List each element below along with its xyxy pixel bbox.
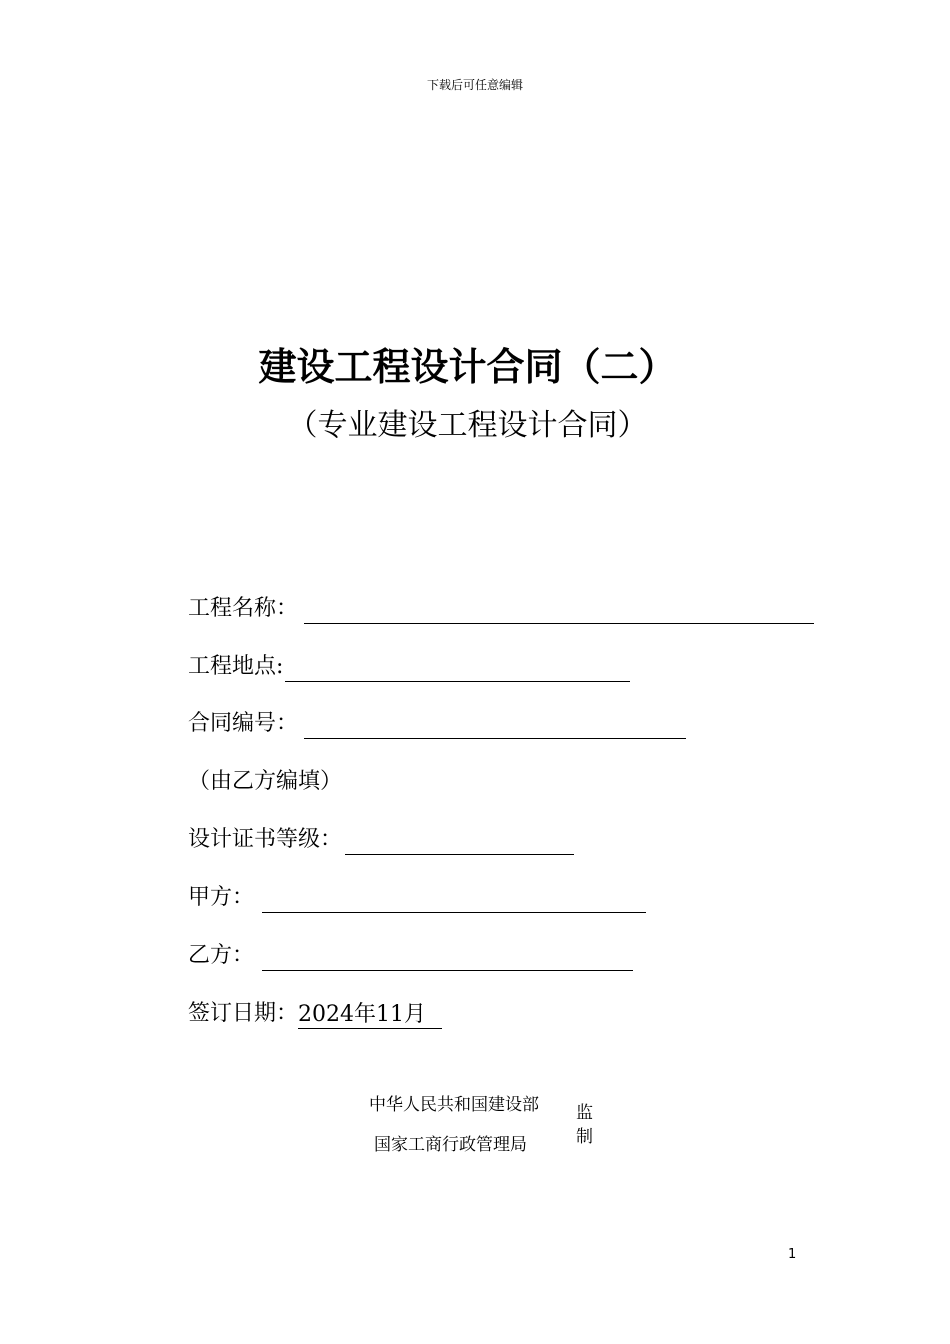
party-b-row (188, 937, 633, 971)
supervise-char-2: 制 (576, 1127, 593, 1147)
header-note: 下载后可任意编辑 (426, 78, 523, 92)
party-a-blank[interactable] (262, 886, 646, 913)
filled-by-note: （由乙方编填） (188, 769, 343, 794)
project-name-row (188, 590, 814, 624)
project-name-blank[interactable] (304, 597, 814, 624)
certificate-grade-row (188, 821, 574, 855)
contract-no-row (188, 705, 686, 739)
party-b-label: 乙方： (188, 943, 255, 968)
contract-no-blank[interactable] (304, 712, 686, 739)
project-location-row (188, 648, 630, 682)
page-number: 1 (788, 1247, 797, 1262)
sign-date-label: 签订日期： (188, 1001, 299, 1026)
party-a-row (188, 879, 646, 913)
agency-ministry-of-construction: 中华人民共和国建设部 (369, 1095, 539, 1115)
party-b-blank[interactable] (262, 944, 633, 971)
supervise-mark (576, 1101, 596, 1149)
certificate-grade-blank[interactable] (345, 828, 574, 855)
project-name-label: 工程名称： (188, 596, 299, 621)
certificate-grade-label: 设计证书等级： (188, 827, 343, 852)
project-location-blank[interactable] (285, 655, 630, 682)
agency-administration-industry-commerce: 国家工商行政管理局 (374, 1135, 527, 1155)
sign-date-value[interactable]: 2024年11月 (298, 1002, 442, 1029)
project-location-label: 工程地点: (188, 654, 284, 679)
filled-by-row (188, 763, 342, 797)
party-a-label: 甲方： (188, 885, 255, 910)
contract-no-label: 合同编号： (188, 711, 299, 736)
sign-date-row (188, 995, 442, 1029)
document-title: 建设工程设计合同（二） (258, 345, 677, 389)
document-subtitle: （专业建设工程设计合同） (287, 408, 648, 443)
supervise-char-1: 监 (576, 1103, 593, 1123)
